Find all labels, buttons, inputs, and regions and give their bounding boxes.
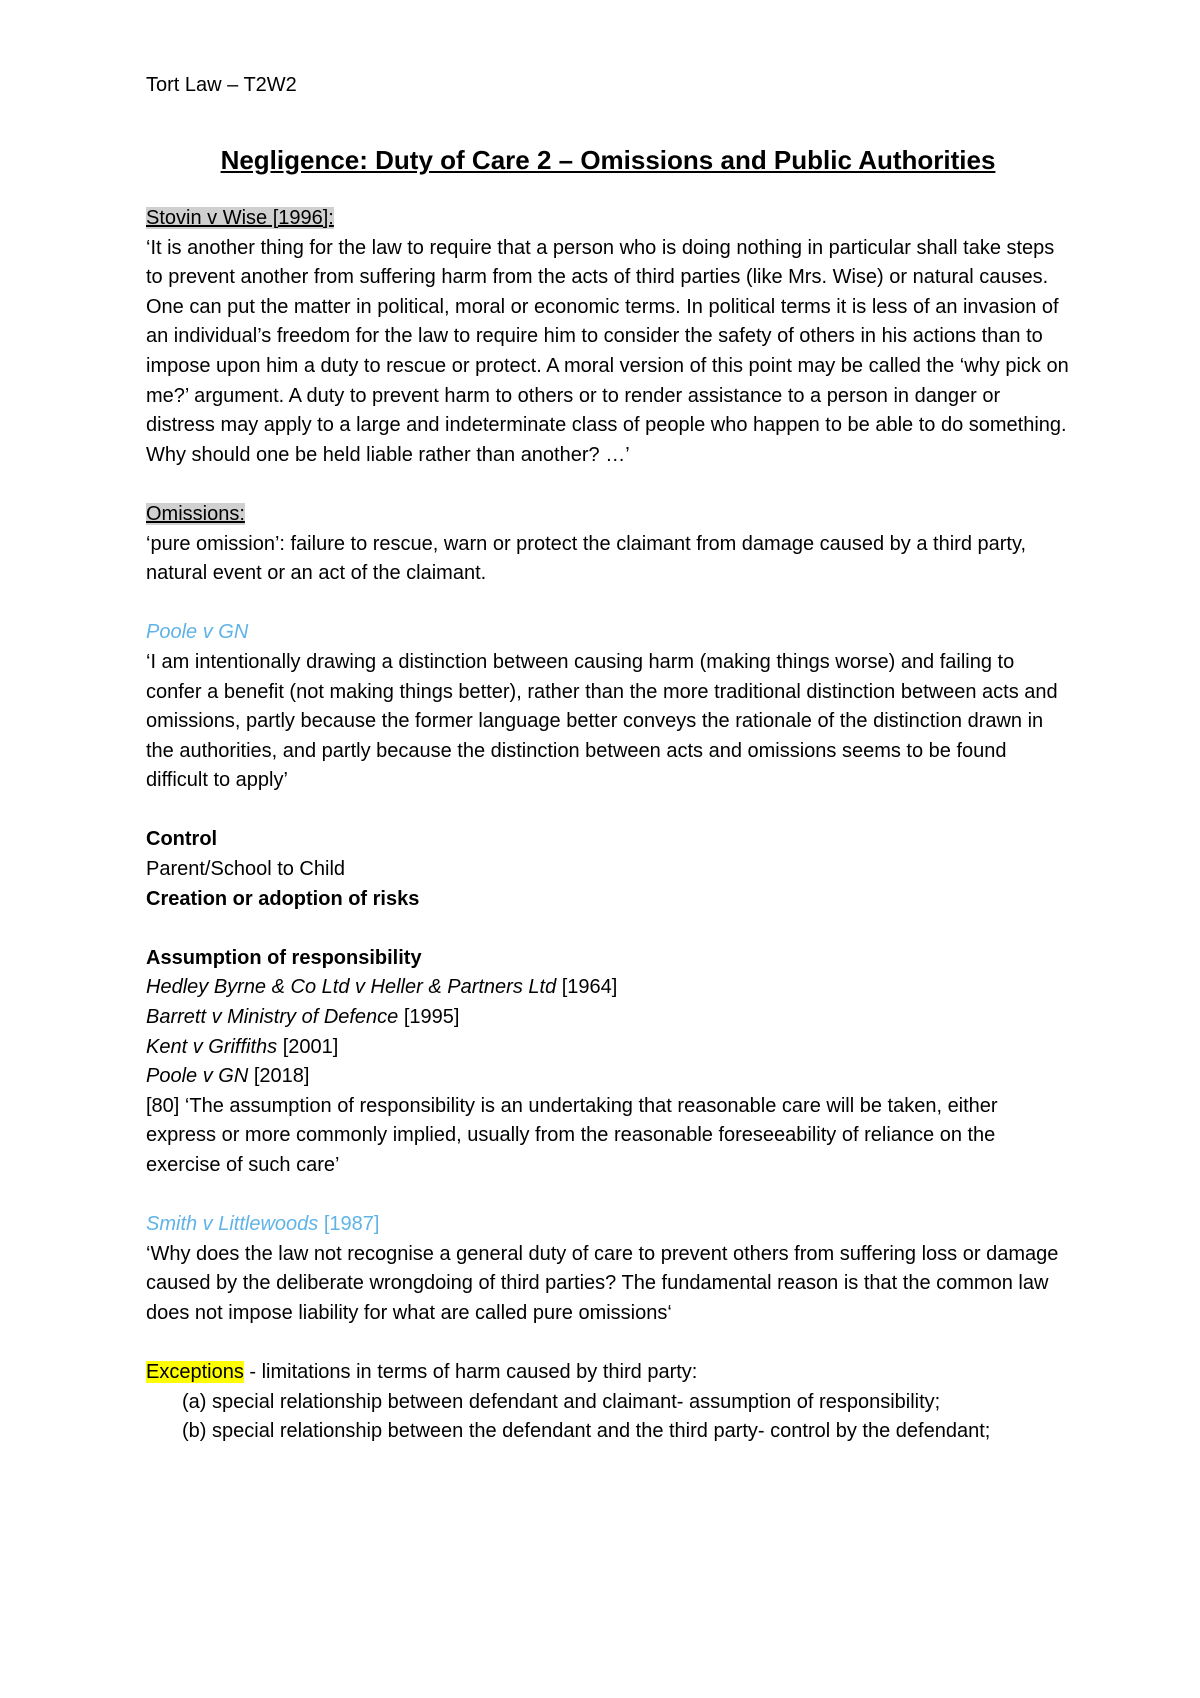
- case-line: [146, 1003, 1070, 1033]
- assumption-heading: Assumption of responsibility: [146, 946, 422, 969]
- case-year: [1995]: [398, 1006, 460, 1029]
- case-year: [1964]: [556, 976, 618, 999]
- assumption-quote: [80] ‘The assumption of responsibility is an undertaking that reasonable care will be taken, either express or more commonly implied, usually from the reasonable foreseeability of reliance on the exercise of such care’: [146, 1094, 998, 1176]
- omissions-text: ‘pure omission’: failure to rescue, warn or protect the claimant from damage caused by a third party, natural event or an act of the claimant.: [146, 532, 1027, 585]
- control-text: Parent/School to Child: [146, 858, 346, 881]
- document-title: Negligence: Duty of Care 2 – Omissions and Public Authorities: [220, 145, 996, 175]
- creation-heading: Creation or adoption of risks: [146, 887, 420, 910]
- case-line: [146, 973, 1070, 1003]
- exceptions-line: [146, 1358, 1070, 1388]
- omissions-heading: Omissions:: [146, 502, 245, 525]
- exception-item: (a) special relationship between defendant and claimant- assumption of responsibility;: [182, 1390, 941, 1413]
- case-line: [146, 1062, 1070, 1092]
- omissions-heading-line: [146, 500, 1070, 530]
- exception-item: (b) special relationship between the defendant and the third party- control by the defendant;: [182, 1420, 991, 1443]
- smith-case-year: [1987]: [318, 1213, 380, 1236]
- control-heading: Control: [146, 828, 218, 851]
- poole-quote: ‘I am intentionally drawing a distinction between causing harm (making things worse) and failing to confer a benefit (not making things better), rather than the more traditional distinction between acts and omissions, partly because the former language better conveys the rationale of the distinction drawn in the authorities, and partly because the distinction between acts and omissions seems to be found difficult to apply’: [146, 650, 1058, 792]
- stovin-heading: Stovin v Wise [1996]:: [146, 207, 334, 229]
- stovin-quote: ‘It is another thing for the law to require that a person who is doing nothing in particular shall take steps to prevent another from suffering harm from the acts of third parties (like Mrs. Wise) or natural causes. One can put the matter in political, moral or economic terms. In political terms it is less of an invasion of an individual’s freedom for the law to require him to consider the safety of others in his actions than to impose upon him a duty to rescue or protect. A moral version of this point may be called the ‘why pick on me?’ argument. A duty to prevent harm to others or to render assistance to a person in danger or distress may apply to a large and indeterminate class of people who happen to be able to do something. Why should one be held liable rather than another? …’: [146, 236, 1069, 466]
- smith-heading: [146, 1210, 1070, 1240]
- poole-heading: Poole v GN: [146, 621, 249, 644]
- exceptions-label: Exceptions: [146, 1361, 244, 1384]
- case-name: Poole v GN: [146, 1065, 249, 1088]
- stovin-heading-line: [146, 204, 1070, 234]
- case-name: Barrett v Ministry of Defence: [146, 1006, 399, 1029]
- smith-case-name: Smith v Littlewoods: [146, 1213, 319, 1236]
- exceptions-text: - limitations in terms of harm caused by third party:: [243, 1361, 698, 1384]
- case-line: [146, 1033, 1070, 1063]
- case-year: [2001]: [277, 1035, 339, 1058]
- page-header: Tort Law – T2W2: [146, 74, 297, 96]
- smith-quote: ‘Why does the law not recognise a general duty of care to prevent others from suffering loss or damage caused by the deliberate wrongdoing of third parties? The fundamental reason is that the common law does not impose liability for what are called pure omissions‘: [146, 1242, 1059, 1324]
- case-year: [2018]: [248, 1065, 310, 1088]
- case-name: Kent v Griffiths: [146, 1035, 278, 1058]
- case-name: Hedley Byrne & Co Ltd v Heller & Partners Ltd: [146, 976, 557, 999]
